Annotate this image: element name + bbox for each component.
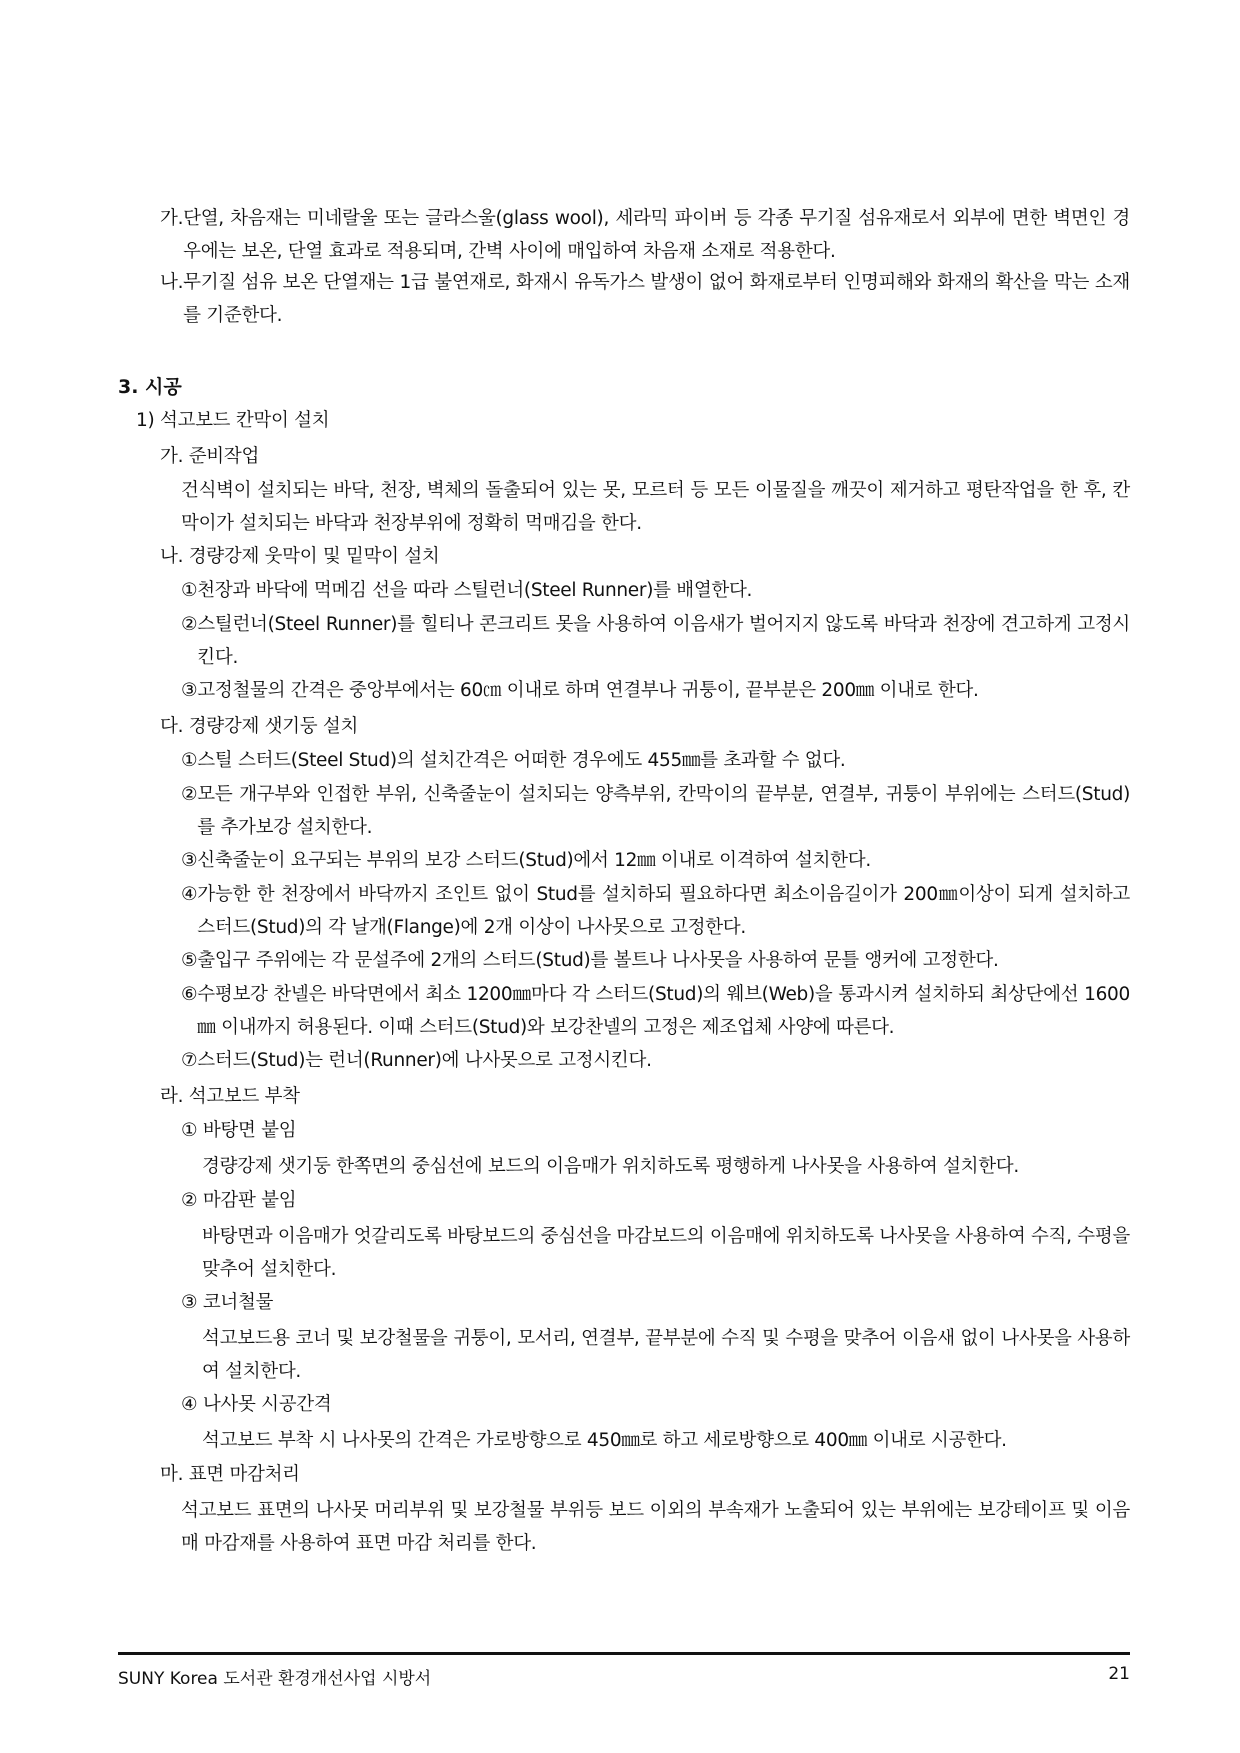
na-title: 나. 경량강제 웃막이 및 밑막이 설치 — [160, 546, 440, 567]
item-marker: ⑤ — [181, 950, 198, 971]
item-text: 스틸 스터드(Steel Stud)의 설치간격은 어떠한 경우에도 455㎜를 초과할 수 없다. — [197, 750, 846, 771]
ra-sub2-title: ② 마감판 붙임 — [181, 1190, 297, 1211]
item-text: 신축줄눈이 요구되는 부위의 보강 스터드(Stud)에서 12㎜ 이내로 이격하여 설치한다. — [197, 850, 871, 871]
ra-sub3-body: 석고보드용 코너 및 보강철물을 귀퉁이, 모서리, 연결부, 끝부분에 수직 및 수평을 맞추어 이음새 없이 나사못을 사용하여 설치한다. — [202, 1328, 1130, 1382]
item-text: 모든 개구부와 인접한 부위, 신축줄눈이 설치되는 양측부위, 칸막이의 끝부분, 연결부, 귀퉁이 부위에는 스터드(Stud)를 추가보강 설치한다. — [197, 784, 1130, 838]
item-marker: ⑥ — [181, 984, 198, 1005]
item-marker: ③ — [181, 680, 198, 701]
ga-body: 건식벽이 설치되는 바닥, 천장, 벽체의 돌출되어 있는 못, 모르터 등 모든 이물질을 깨끗이 제거하고 평탄작업을 한 후, 칸막이가 설치되는 바닥과 천장부위에 정확히 먹매김을 한다. — [181, 480, 1130, 534]
da-item-3 — [181, 844, 1130, 877]
item-marker: ④ — [181, 884, 198, 905]
ra-title: 라. 석고보드 부착 — [160, 1086, 300, 1107]
ma-title: 마. 표면 마감처리 — [160, 1464, 300, 1485]
item-text: 무기질 섬유 보온 단열재는 1급 불연재로, 화재시 유독가스 발생이 없어 화재로부터 인명피해와 화재의 확산을 막는 소재를 기준한다. — [183, 272, 1130, 326]
item-text: 스터드(Stud)는 런너(Runner)에 나사못으로 고정시킨다. — [197, 1050, 652, 1071]
da-item-2 — [181, 778, 1130, 844]
item-text: 천장과 바닥에 먹메김 선을 따라 스틸런너(Steel Runner)를 배열한다. — [197, 580, 753, 601]
ra-sub1-title: ① 바탕면 붙임 — [181, 1120, 297, 1141]
da-item-5 — [181, 944, 1130, 977]
da-title: 다. 경량강제 샛기둥 설치 — [160, 716, 359, 737]
item-text: 수평보강 찬넬은 바닥면에서 최소 1200㎜마다 각 스터드(Stud)의 웨브(Web)을 통과시켜 설치하되 최상단에선 1600㎜ 이내까지 허용된다. 이때 스터드(Stud)와 보강찬넬의 고정은 제조업체 사양에 따른다. — [197, 984, 1130, 1038]
ra-sub1-body: 경량강제 샛기둥 한쪽면의 중심선에 보드의 이음매가 위치하도록 평행하게 나사못을 사용하여 설치한다. — [202, 1156, 1019, 1177]
da-item-6 — [181, 978, 1130, 1044]
item-ga-top — [160, 202, 1130, 268]
section-heading: 3. 시공 — [118, 376, 182, 398]
ra-sub4-title: ④ 나사못 시공간격 — [181, 1394, 332, 1415]
item-text: 고정철물의 간격은 중앙부에서는 60㎝ 이내로 하며 연결부나 귀퉁이, 끝부분은 200㎜ 이내로 한다. — [197, 680, 979, 701]
na-item-3 — [181, 674, 1130, 707]
item-text: 출입구 주위에는 각 문설주에 2개의 스터드(Stud)를 볼트나 나사못을 사용하여 문틀 앵커에 고정한다. — [197, 950, 999, 971]
item-marker: ③ — [181, 850, 198, 871]
ma-body: 석고보드 표면의 나사못 머리부위 및 보강철물 부위등 보드 이외의 부속재가 노출되어 있는 부위에는 보강테이프 및 이음매 마감재를 사용하여 표면 마감 처리를 한다. — [181, 1500, 1130, 1554]
da-item-7 — [181, 1044, 1130, 1077]
item-text: 가능한 한 천장에서 바닥까지 조인트 없이 Stud를 설치하되 필요하다면 최소이음길이가 200㎜이상이 되게 설치하고 스터드(Stud)의 각 날개(Flange)에 2개 이상이 나사못으로 고정한다. — [197, 884, 1130, 938]
ra-sub3-title: ③ 코너철물 — [181, 1292, 274, 1313]
ra-sub4-body: 석고보드 부착 시 나사못의 간격은 가로방향으로 450㎜로 하고 세로방향으로 400㎜ 이내로 시공한다. — [202, 1430, 1007, 1451]
na-item-2 — [181, 608, 1130, 674]
page-number: 21 — [1108, 1664, 1130, 1684]
ga-title: 가. 준비작업 — [160, 446, 260, 467]
item-marker: ② — [181, 614, 198, 635]
da-item-4 — [181, 878, 1130, 944]
item-text: 스틸런너(Steel Runner)를 힐티나 콘크리트 못을 사용하여 이음새가 벌어지지 않도록 바닥과 천장에 견고하게 고정시킨다. — [197, 614, 1130, 668]
na-item-1 — [181, 574, 1130, 607]
ra-sub2-body: 바탕면과 이음매가 엇갈리도록 바탕보드의 중심선을 마감보드의 이음매에 위치하도록 나사못을 사용하여 수직, 수평을 맞추어 설치한다. — [202, 1226, 1130, 1280]
da-item-1 — [181, 744, 1130, 777]
item-na-top — [160, 266, 1130, 332]
item-marker: ⑦ — [181, 1050, 198, 1071]
footer-divider — [118, 1652, 1130, 1655]
footer-document-title: SUNY Korea 도서관 환경개선사업 시방서 — [118, 1669, 432, 1689]
item-marker: 가. — [160, 208, 184, 229]
item-marker: 나. — [160, 272, 184, 293]
item-marker: ① — [181, 750, 198, 771]
item-text: 단열, 차음재는 미네랄울 또는 글라스울(glass wool), 세라믹 파이버 등 각종 무기질 섬유재로서 외부에 면한 벽면인 경우에는 보온, 단열 효과로 적용되며, 간벽 사이에 매입하여 차음재 소재로 적용한다. — [183, 208, 1130, 262]
subsection-heading: 1) 석고보드 칸막이 설치 — [136, 410, 330, 431]
item-marker: ② — [181, 784, 198, 805]
item-marker: ① — [181, 580, 198, 601]
